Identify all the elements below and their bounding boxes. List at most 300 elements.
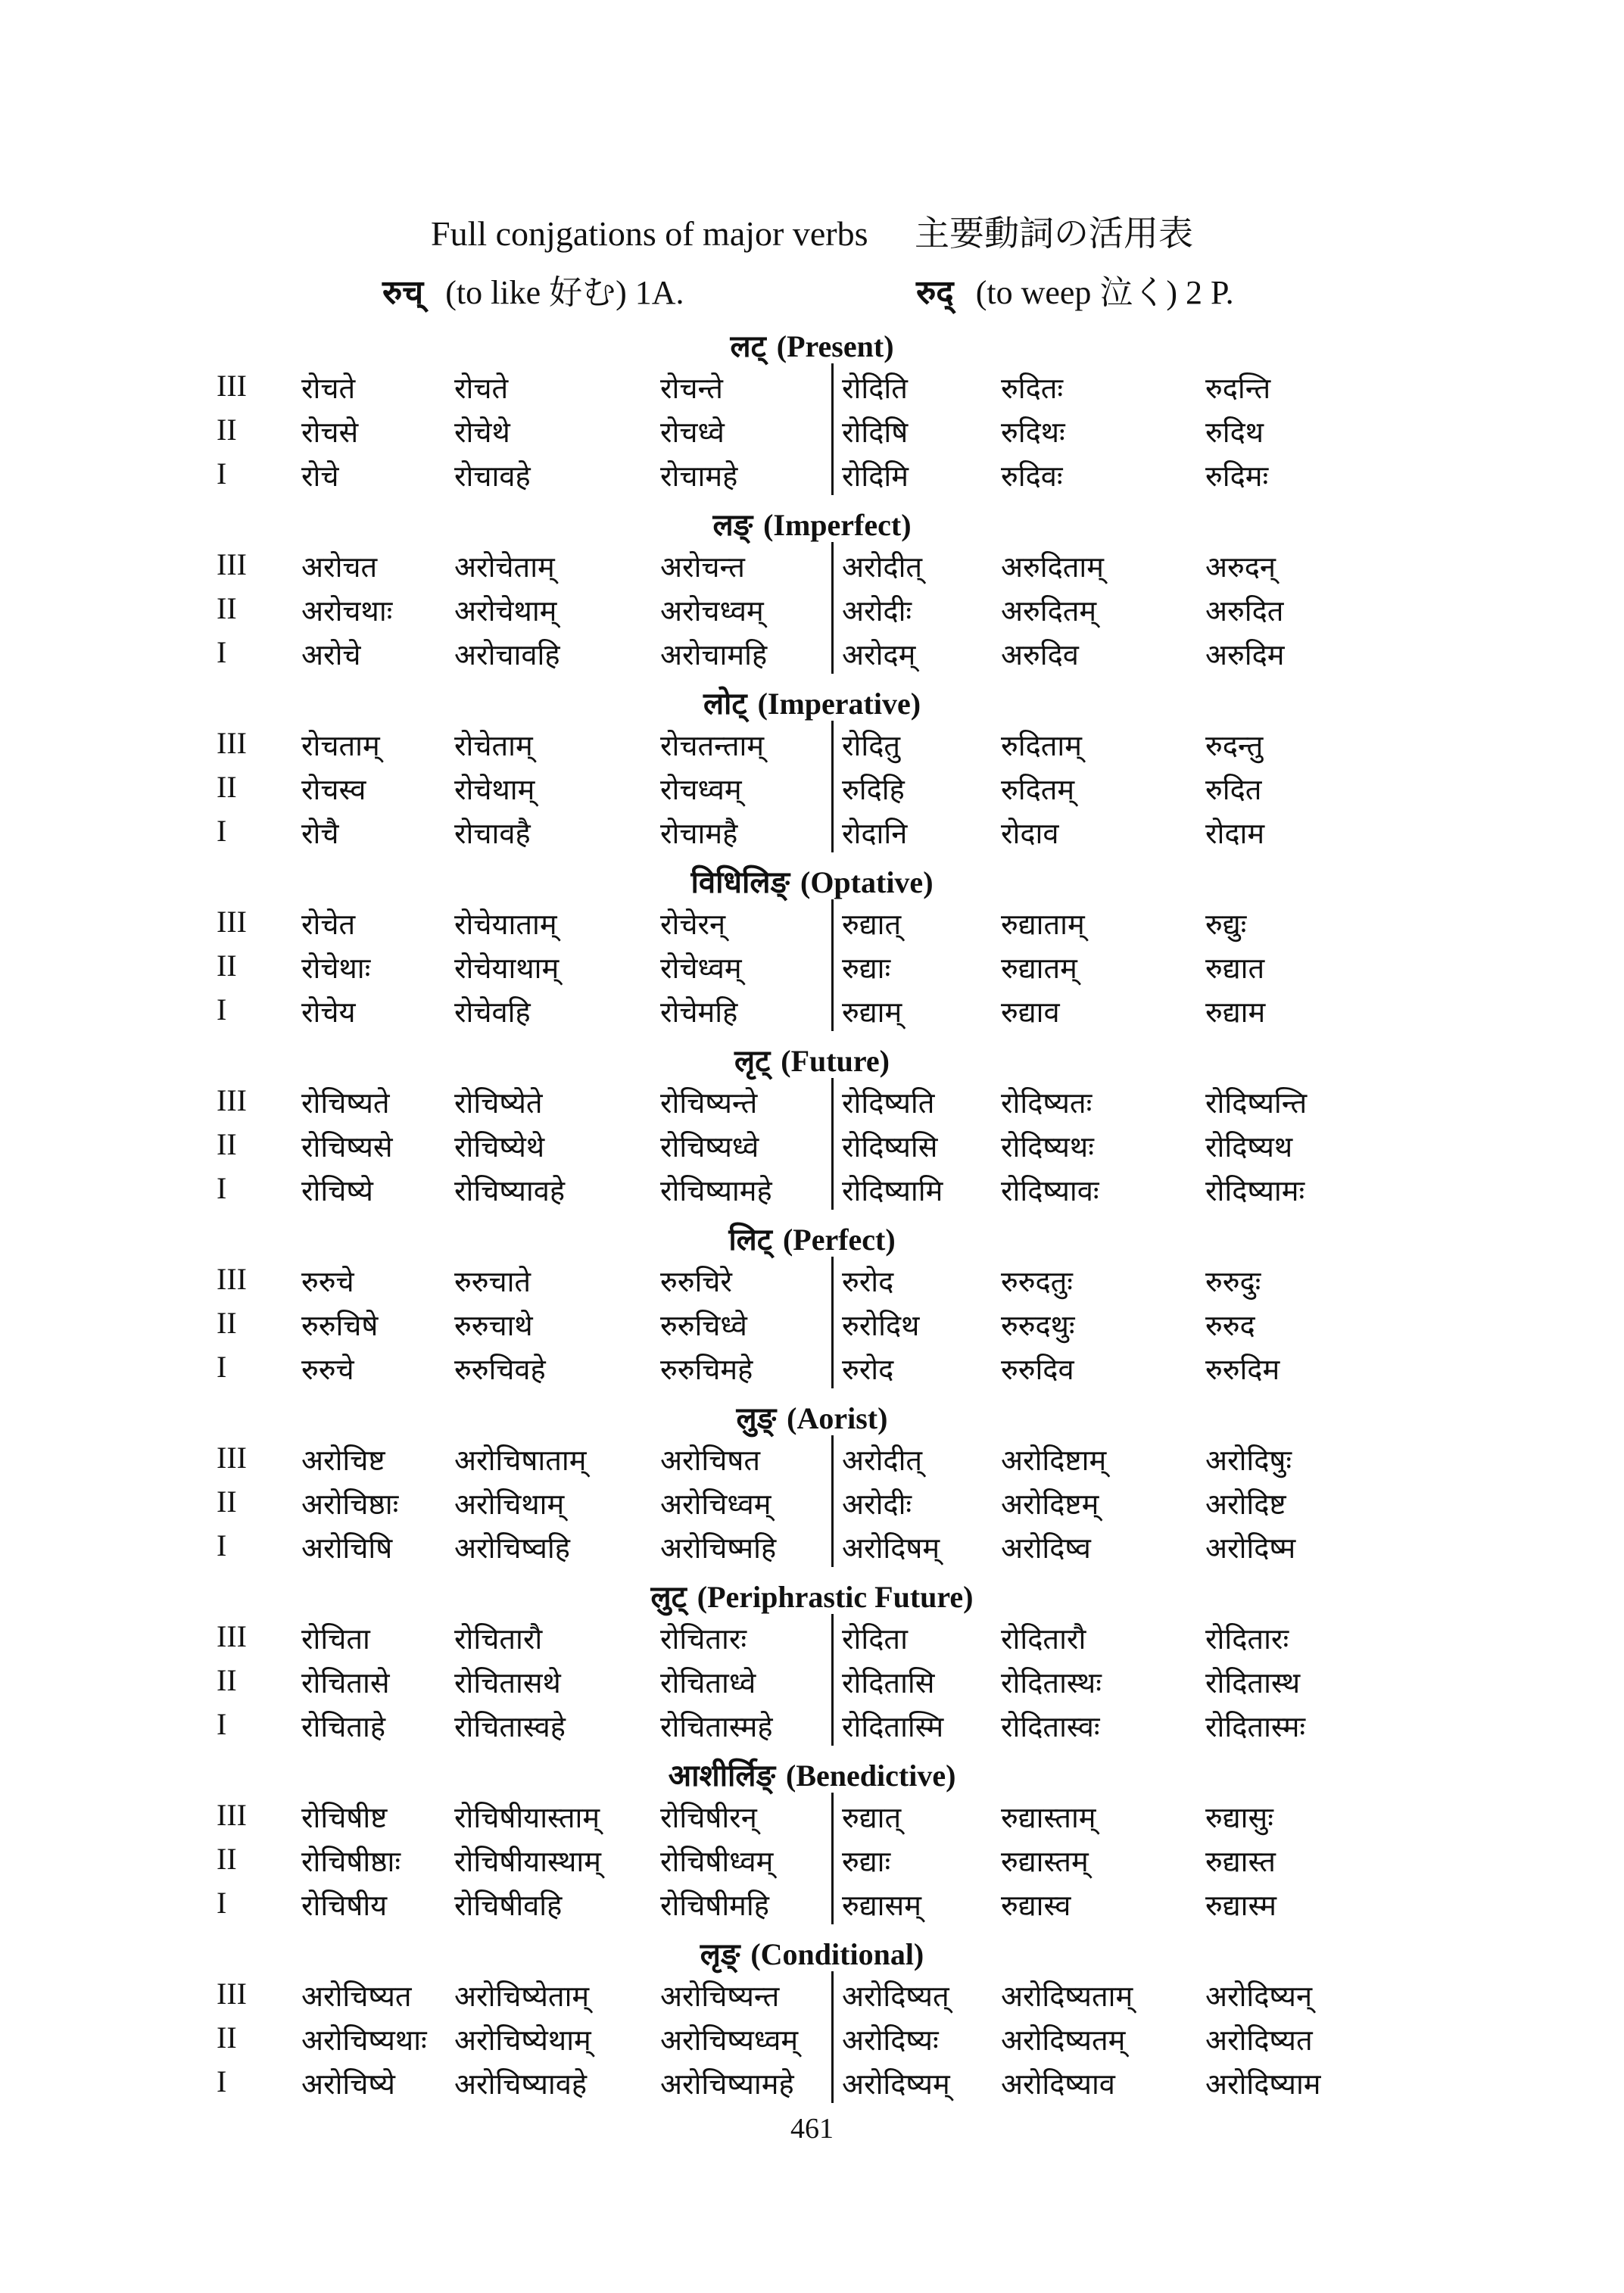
conjugation-form: रोचिषीरन् <box>660 1801 757 1834</box>
table-row <box>0 1618 1624 1662</box>
conjugation-form: रोदितु <box>842 729 901 762</box>
tense-section <box>0 681 1624 857</box>
conjugation-form: रोचितासथे <box>454 1666 561 1699</box>
conjugation-form: रोचिषीमहि <box>660 1889 769 1922</box>
conjugation-form: अरोदिष्टम् <box>1001 1488 1099 1521</box>
conjugation-form: रोदाम <box>1205 817 1265 850</box>
conjugation-form: अरोदिषुः <box>1205 1444 1292 1477</box>
conjugation-form: रोदिता <box>842 1622 908 1656</box>
conjugation-form: रुदितम् <box>1001 773 1075 806</box>
conjugation-form: अरोदम् <box>842 638 916 671</box>
person-label: II <box>217 949 237 983</box>
conjugation-form: रोदिष्यसि <box>842 1130 938 1164</box>
conjugation-form: अरोदिष्व <box>1001 1531 1091 1565</box>
conjugation-form: रुद्यास्व <box>1001 1889 1071 1922</box>
column-divider <box>831 1257 834 1388</box>
conjugation-form: रुदिमः <box>1205 460 1269 493</box>
table-row <box>0 412 1624 456</box>
tense-english: (Periphrastic Future) <box>697 1580 974 1614</box>
conjugation-form: रुरुद <box>1205 1309 1255 1342</box>
conjugation-form: अरोचिष्महि <box>660 1531 777 1565</box>
conjugation-form: रोचिता <box>301 1622 370 1656</box>
verb-left-root: रुच् <box>382 273 424 312</box>
conjugation-form: रुदिथ <box>1205 416 1264 449</box>
person-label: III <box>217 1619 247 1653</box>
conjugation-form: रोचिष्यावहे <box>454 1174 566 1207</box>
conjugation-form: रुदन्ति <box>1205 372 1271 405</box>
conjugation-form: अरोचिषाताम् <box>454 1444 587 1477</box>
table-row <box>0 2020 1624 2064</box>
conjugation-form: अरोदीत् <box>842 550 923 584</box>
column-divider <box>831 363 834 495</box>
conjugation-form: रोचिताध्वे <box>660 1666 756 1699</box>
column-divider <box>831 1793 834 1924</box>
table-row <box>0 547 1624 590</box>
conjugation-form: अरोचिष्यध्वम् <box>660 2024 799 2057</box>
table-row <box>0 948 1624 992</box>
conjugation-form: अरोचेथाम् <box>454 594 557 628</box>
conjugation-form: अरुदितम् <box>1001 594 1097 628</box>
conjugation-form: रुरुदथुः <box>1001 1309 1075 1342</box>
conjugation-form: अरोदिष्यत <box>1205 2024 1313 2057</box>
title-japanese: 主要動詞の活用表 <box>914 214 1193 253</box>
conjugation-form: रुद्यात् <box>842 908 902 941</box>
conjugation-form: रोचिष्यन्ते <box>660 1086 758 1120</box>
conjugation-form: रोदितास्मः <box>1205 1710 1306 1743</box>
conjugation-form: अरोचावहि <box>454 638 560 671</box>
conjugation-form: अरोचिष्यन्त <box>660 1980 780 2013</box>
table-row <box>0 1440 1624 1484</box>
tense-english: (Imperfect) <box>763 508 912 542</box>
conjugation-form: रोचिषीध्वम् <box>660 1845 774 1878</box>
conjugation-form: रुरुचिषे <box>301 1309 379 1342</box>
conjugation-form: रुद्यातम् <box>1001 952 1077 985</box>
conjugation-form: अरोदिष्यत् <box>842 1980 949 2013</box>
table-row <box>0 904 1624 948</box>
person-label: II <box>217 1485 237 1519</box>
conjugation-form: रोदिति <box>842 372 908 405</box>
tense-section <box>0 1396 1624 1572</box>
tense-sanskrit: लृङ् <box>700 1937 740 1972</box>
conjugation-form: रोचिष्यसे <box>301 1130 393 1164</box>
conjugation-form: रोचावहै <box>454 817 531 850</box>
conjugation-form: अरोचिष्यत <box>301 1980 412 2013</box>
tense-sanskrit: लृट् <box>734 1044 771 1079</box>
conjugation-form: रुद्यात <box>1205 952 1265 985</box>
verb-right-meaning: (to weep 泣く) 2 P. <box>975 274 1234 311</box>
conjugation-form: रुरुदिव <box>1001 1353 1074 1386</box>
conjugation-form: रुद्यास्ताम् <box>1001 1801 1096 1834</box>
conjugation-form: रोदिष्यामि <box>842 1174 943 1207</box>
conjugation-form: रोदिष्यावः <box>1001 1174 1099 1207</box>
conjugation-form: अरुदिताम् <box>1001 550 1105 584</box>
conjugation-form: रोचितारौ <box>454 1622 543 1656</box>
conjugation-form: अरोचिष्ठाः <box>301 1488 399 1521</box>
tense-section <box>0 1753 1624 1929</box>
conjugation-form: रोचिषीष्ठाः <box>301 1845 401 1878</box>
tense-english: (Present) <box>776 329 894 363</box>
table-row <box>0 456 1624 500</box>
table-row <box>0 769 1624 813</box>
person-label: II <box>217 2020 237 2055</box>
conjugation-form: रोचस्व <box>301 773 366 806</box>
conjugation-form: रोचेरन् <box>660 908 726 941</box>
conjugation-form: रुद्याम् <box>842 995 902 1029</box>
conjugation-form: अरोदिष्यताम् <box>1001 1980 1133 2013</box>
conjugation-form: अरोचे <box>301 638 361 671</box>
conjugation-form: अरोचिष्येथाम् <box>454 2024 591 2057</box>
person-label: III <box>217 1977 247 2011</box>
conjugation-form: रोदिष्यामः <box>1205 1174 1305 1207</box>
conjugation-form: रोचिष्यामहे <box>660 1174 772 1207</box>
conjugation-form: रोचै <box>301 817 339 850</box>
conjugation-form: रुद्याः <box>842 1845 891 1878</box>
table-row <box>0 368 1624 412</box>
person-label: I <box>217 1171 227 1205</box>
table-row <box>0 590 1624 634</box>
person-label: I <box>217 635 227 669</box>
conjugation-form: रोचेय <box>301 995 356 1029</box>
table-row <box>0 634 1624 678</box>
table-row <box>0 1706 1624 1750</box>
tense-section <box>0 1217 1624 1393</box>
conjugation-form: रोचितास्महे <box>660 1710 773 1743</box>
conjugation-form: रोचितासे <box>301 1666 390 1699</box>
conjugation-form: अरोचिष्वहि <box>454 1531 570 1565</box>
person-label: II <box>217 1663 237 1697</box>
conjugation-form: रुदित <box>1205 773 1262 806</box>
conjugation-form: रुद्यास्तम् <box>1001 1845 1089 1878</box>
tense-english: (Future) <box>781 1044 890 1078</box>
conjugation-form: रोचिताहे <box>301 1710 386 1743</box>
table-row <box>0 1305 1624 1349</box>
tense-heading <box>0 324 1624 366</box>
tense-heading <box>0 1039 1624 1080</box>
tense-english: (Imperative) <box>757 687 921 721</box>
verb-header <box>0 265 1624 318</box>
conjugation-form: रुदितः <box>1001 372 1064 405</box>
tense-sanskrit: विधिलिङ् <box>690 865 790 900</box>
conjugation-form: अरोदीत् <box>842 1444 923 1477</box>
conjugation-form: रोचिषीष्ट <box>301 1801 388 1834</box>
tense-sanskrit: लुट् <box>650 1580 687 1615</box>
tense-section <box>0 860 1624 1036</box>
conjugation-form: अरोदिष्यः <box>842 2024 939 2057</box>
person-label: I <box>217 1707 227 1741</box>
conjugation-form: रोचध्वम् <box>660 773 742 806</box>
conjugation-form: रोचेताम् <box>454 729 533 762</box>
conjugation-form: अरुदिव <box>1001 638 1079 671</box>
conjugation-form: अरोचिथाम् <box>454 1488 565 1521</box>
conjugation-form: अरोचिष्येताम् <box>454 1980 590 2013</box>
conjugation-form: अरोदिष्याव <box>1001 2067 1115 2101</box>
conjugation-form: रोचिष्यध्वे <box>660 1130 759 1164</box>
conjugation-form: रोदितास्वः <box>1001 1710 1100 1743</box>
table-row <box>0 992 1624 1036</box>
conjugation-form: रोचामहे <box>660 460 738 493</box>
conjugation-form: अरोचिष्ये <box>301 2067 395 2101</box>
conjugation-form: अरोचिषत <box>660 1444 761 1477</box>
conjugation-form: अरोचिध्वम् <box>660 1488 771 1521</box>
table-row <box>0 2064 1624 2108</box>
tense-section <box>0 1039 1624 1214</box>
conjugation-form: रुद्यास्म <box>1205 1889 1277 1922</box>
conjugation-form: रुरोदिथ <box>842 1309 920 1342</box>
conjugation-form: रोचे <box>301 460 339 493</box>
conjugation-form: रुरुचाते <box>454 1265 531 1298</box>
conjugation-form: रोचेथाम् <box>454 773 535 806</box>
conjugation-form: अरोचिष्यथाः <box>301 2024 427 2057</box>
column-divider <box>831 1078 834 1210</box>
conjugation-form: रोचते <box>301 372 356 405</box>
conjugation-form: रुदिवः <box>1001 460 1063 493</box>
conjugation-form: रोचामहै <box>660 817 738 850</box>
tense-heading <box>0 1575 1624 1616</box>
conjugation-form: रुरुदिम <box>1205 1353 1280 1386</box>
conjugation-form: अरोदिष्टाम् <box>1001 1444 1107 1477</box>
person-label: I <box>217 992 227 1027</box>
conjugation-form: रोचेयाथाम् <box>454 952 560 985</box>
conjugation-form: रुद्यात् <box>842 1801 902 1834</box>
person-label: II <box>217 1306 237 1340</box>
conjugation-form: अरोदिष्याम <box>1205 2067 1321 2101</box>
conjugation-form: अरुदित <box>1205 594 1284 628</box>
tense-english: (Aorist) <box>787 1401 888 1435</box>
tense-heading <box>0 1753 1624 1795</box>
table-row <box>0 725 1624 769</box>
conjugation-form: रोदानि <box>842 817 908 850</box>
conjugation-form: अरोचिष्ट <box>301 1444 385 1477</box>
conjugation-form: रुरोद <box>842 1265 894 1298</box>
conjugation-form: रोचेत <box>301 908 356 941</box>
conjugation-form: रोचेवहि <box>454 995 531 1029</box>
conjugation-form: रुदिताम् <box>1001 729 1082 762</box>
person-label: I <box>217 1528 227 1562</box>
tense-english: (Benedictive) <box>786 1759 956 1793</box>
person-label: I <box>217 1886 227 1920</box>
tense-section <box>0 324 1624 500</box>
conjugation-form: रोदितारः <box>1205 1622 1289 1656</box>
conjugation-form: अरुदिम <box>1205 638 1285 671</box>
conjugation-form: रुदिथः <box>1001 416 1065 449</box>
conjugation-form: रोचिषीय <box>301 1889 388 1922</box>
verb-right <box>916 265 1234 313</box>
conjugation-form: रोदिष्यतः <box>1001 1086 1093 1120</box>
conjugation-form: अरोदिषम् <box>842 1531 940 1565</box>
conjugation-form: अरोचामहि <box>660 638 768 671</box>
person-label: II <box>217 1842 237 1876</box>
conjugation-form: रोदिषि <box>842 416 909 449</box>
conjugation-form: रुद्यास्त <box>1205 1845 1276 1878</box>
conjugation-form: रुरुचाथे <box>454 1309 533 1342</box>
column-divider <box>831 721 834 852</box>
tense-heading <box>0 503 1624 544</box>
conjugation-form: रुद्याः <box>842 952 891 985</box>
conjugation-form: अरोचेताम् <box>454 550 555 584</box>
page-number: 461 <box>790 2113 834 2145</box>
conjugation-form: रोचन्ते <box>660 372 723 405</box>
conjugation-form: रोदिष्यन्ति <box>1205 1086 1308 1120</box>
person-label: II <box>217 413 237 447</box>
table-row <box>0 1662 1624 1706</box>
tense-section <box>0 1575 1624 1750</box>
conjugation-form: रुरोद <box>842 1353 894 1386</box>
table-row <box>0 1261 1624 1305</box>
verb-left <box>382 265 684 313</box>
conjugation-form: रोचेमहि <box>660 995 738 1029</box>
conjugation-form: रुद्युः <box>1205 908 1247 941</box>
conjugation-form: अरोदिष्यन् <box>1205 1980 1313 2013</box>
person-label: I <box>217 456 227 491</box>
tense-english: (Conditional) <box>750 1937 924 1971</box>
table-row <box>0 1841 1624 1885</box>
conjugation-form: रुरुचिवहे <box>454 1353 546 1386</box>
conjugation-form: रुरुदतुः <box>1001 1265 1073 1298</box>
tense-sanskrit: लोट् <box>703 687 747 721</box>
conjugation-form: रोचिष्येते <box>454 1086 543 1120</box>
table-row <box>0 1170 1624 1214</box>
tense-heading <box>0 860 1624 902</box>
verb-right-root: रुद् <box>916 273 954 312</box>
conjugation-form: रोदितारौ <box>1001 1622 1086 1656</box>
table-row <box>0 1083 1624 1126</box>
tense-section <box>0 1932 1624 2108</box>
tense-heading <box>0 1396 1624 1438</box>
table-row <box>0 1484 1624 1528</box>
person-label: III <box>217 905 247 939</box>
conjugation-form: रुरुदुः <box>1205 1265 1261 1298</box>
conjugation-form: रोचते <box>454 372 509 405</box>
tense-english: (Perfect) <box>782 1223 896 1257</box>
conjugation-form: रोचिष्येथे <box>454 1130 545 1164</box>
conjugation-form: रोचितारः <box>660 1622 747 1656</box>
verb-left-meaning: (to like 好む) 1A. <box>445 274 684 311</box>
conjugation-form: रोचिषीयास्ताम् <box>454 1801 600 1834</box>
conjugation-form: रुरुचिमहे <box>660 1353 753 1386</box>
conjugation-form: रोदिष्यथः <box>1001 1130 1094 1164</box>
conjugation-form: रोदितास्थः <box>1001 1666 1102 1699</box>
tense-heading <box>0 681 1624 723</box>
person-label: III <box>217 1083 247 1117</box>
person-label: III <box>217 369 247 403</box>
column-divider <box>831 542 834 674</box>
page-title <box>0 206 1624 256</box>
conjugation-form: रोचताम् <box>301 729 380 762</box>
conjugation-form: रोदितासि <box>842 1666 935 1699</box>
person-label: I <box>217 2064 227 2098</box>
column-divider <box>831 899 834 1031</box>
table-row <box>0 1126 1624 1170</box>
tense-heading <box>0 1932 1624 1974</box>
conjugation-form: अरोचत <box>301 550 378 584</box>
conjugation-form: रोचेध्वम् <box>660 952 742 985</box>
conjugation-form: अरोचध्वम् <box>660 594 764 628</box>
conjugation-form: रोचध्वे <box>660 416 725 449</box>
conjugation-form: रुरुचिध्वे <box>660 1309 747 1342</box>
column-divider <box>831 1971 834 2103</box>
person-label: II <box>217 1127 237 1161</box>
tense-english: (Optative) <box>800 865 934 899</box>
conjugation-form: रोदितास्मि <box>842 1710 944 1743</box>
conjugation-form: रुद्यासम् <box>842 1889 921 1922</box>
conjugation-form: रोदिष्यथ <box>1205 1130 1293 1164</box>
conjugation-form: अरोचथाः <box>301 594 393 628</box>
tense-sanskrit: लङ् <box>712 508 753 543</box>
table-row <box>0 1349 1624 1393</box>
conjugation-form: अरोदिष्यतम् <box>1001 2024 1126 2057</box>
conjugation-form: रोदाव <box>1001 817 1059 850</box>
conjugation-form: अरोदिष्म <box>1205 1531 1296 1565</box>
person-label: II <box>217 591 237 625</box>
tense-heading <box>0 1217 1624 1259</box>
conjugation-form: रुद्याताम् <box>1001 908 1085 941</box>
table-row <box>0 1797 1624 1841</box>
conjugation-form: रोचिष्यते <box>301 1086 390 1120</box>
conjugation-form: रोचिष्ये <box>301 1174 373 1207</box>
conjugation-form: अरोदिष्यम् <box>842 2067 950 2101</box>
conjugation-form: रुरुचे <box>301 1353 354 1386</box>
person-label: III <box>217 726 247 760</box>
person-label: II <box>217 770 237 804</box>
table-row <box>0 1528 1624 1572</box>
person-label: III <box>217 1441 247 1475</box>
conjugation-form: अरोचिष्यावहे <box>454 2067 588 2101</box>
person-label: III <box>217 1262 247 1296</box>
conjugation-form: रोचावहे <box>454 460 531 493</box>
conjugation-form: रुद्याम <box>1205 995 1266 1029</box>
conjugation-form: रोचेथाः <box>301 952 371 985</box>
conjugation-form: अरोदीः <box>842 1488 912 1521</box>
conjugation-form: रुदिहि <box>842 773 905 806</box>
conjugation-form: रुद्याव <box>1001 995 1060 1029</box>
tense-sanskrit: लट् <box>730 329 766 364</box>
conjugation-form: अरोदीः <box>842 594 912 628</box>
conjugation-form: रुरुचिरे <box>660 1265 732 1298</box>
column-divider <box>831 1614 834 1746</box>
tense-sanskrit: लुङ् <box>736 1401 777 1436</box>
conjugation-form: अरुदन् <box>1205 550 1276 584</box>
conjugation-form: अरोचन्त <box>660 550 745 584</box>
conjugation-form: रोदितास्थ <box>1205 1666 1301 1699</box>
conjugation-form: रोचेथे <box>454 416 510 449</box>
conjugation-form: रुद्यासुः <box>1205 1801 1273 1834</box>
person-label: I <box>217 1350 227 1384</box>
conjugation-form: रुदन्तु <box>1205 729 1264 762</box>
table-row <box>0 813 1624 857</box>
table-row <box>0 1976 1624 2020</box>
person-label: I <box>217 814 227 848</box>
table-row <box>0 1885 1624 1929</box>
conjugation-form: अरोदिष्ट <box>1205 1488 1286 1521</box>
conjugation-form: अरोचिषि <box>301 1531 393 1565</box>
conjugation-form: रोचिषीवहि <box>454 1889 563 1922</box>
conjugation-form: रोचितास्वहे <box>454 1710 566 1743</box>
conjugation-form: रोचसे <box>301 416 359 449</box>
conjugation-form: रोदिमि <box>842 460 909 493</box>
conjugation-form: रोचतन्ताम् <box>660 729 765 762</box>
title-english: Full conjgations of major verbs <box>431 214 868 253</box>
tense-section <box>0 503 1624 678</box>
person-label: III <box>217 547 247 581</box>
person-label: III <box>217 1798 247 1832</box>
conjugation-form: रोचिषीयास्थाम् <box>454 1845 601 1878</box>
tense-sanskrit: आशीर्लिङ् <box>668 1759 776 1793</box>
conjugation-form: रोचेयाताम् <box>454 908 557 941</box>
column-divider <box>831 1435 834 1567</box>
conjugation-form: अरोचिष्यामहे <box>660 2067 794 2101</box>
conjugation-form: रोदिष्यति <box>842 1086 935 1120</box>
tense-sanskrit: लिट् <box>728 1223 772 1257</box>
